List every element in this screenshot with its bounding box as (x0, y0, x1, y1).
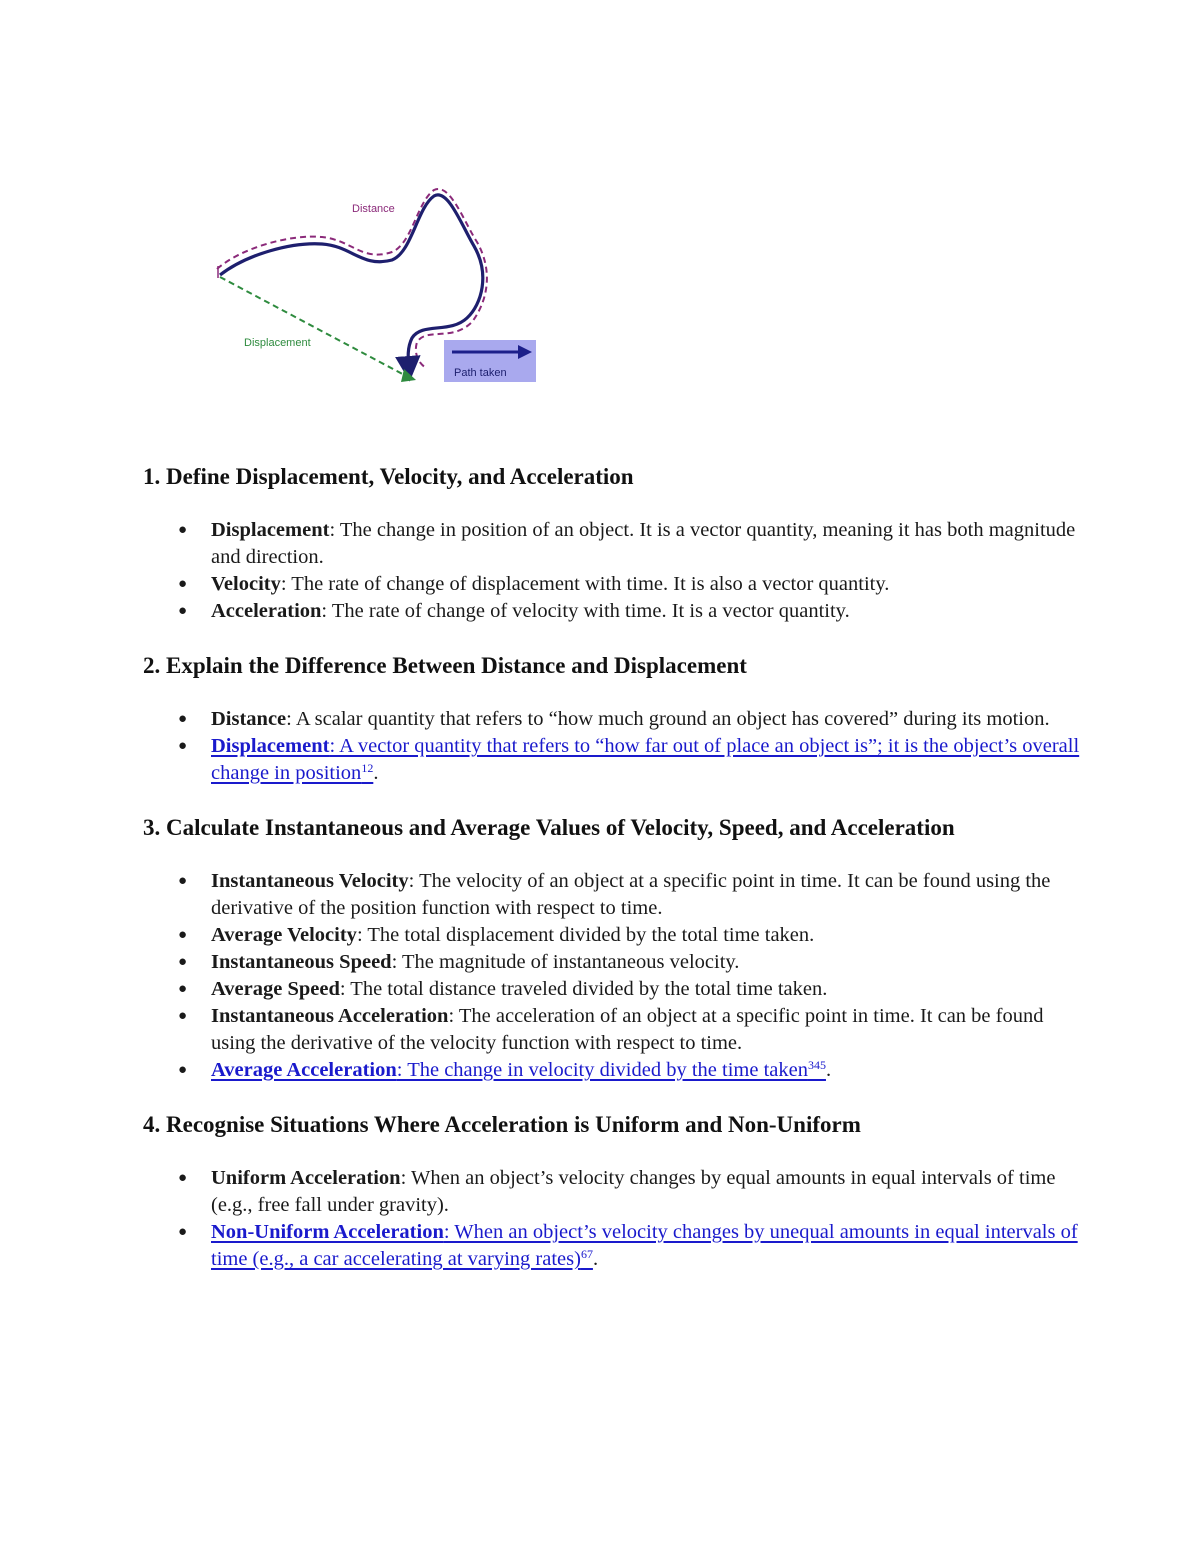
bullet-icon: ● (178, 981, 188, 997)
list-item (143, 571, 1083, 598)
list-item (143, 1165, 1083, 1219)
item-description: : The rate of change of displacement with time. It is also a vector quantity. (280, 573, 890, 595)
footnote-ref[interactable]: 345 (807, 1058, 826, 1072)
bullet-icon: ● (178, 711, 188, 727)
bullet-list (143, 706, 1083, 787)
item-description: : When an object’s velocity changes by equal amounts in equal intervals of time (e.g., free fall under gravity). (211, 1167, 1056, 1216)
item-term: Average Acceleration (211, 1059, 397, 1081)
bullet-icon: ● (178, 522, 188, 538)
list-item (143, 868, 1083, 922)
item-term: Average Velocity (211, 924, 357, 946)
citation-link[interactable] (211, 735, 1079, 784)
item-term: Velocity (211, 573, 281, 595)
item-description: : The total displacement divided by the total time taken. (356, 924, 815, 946)
section-heading: 3. Calculate Instantaneous and Average Values of Velocity, Speed, and Acceleration (143, 815, 955, 840)
item-text (211, 708, 1050, 730)
item-description: : The magnitude of instantaneous velocity. (391, 951, 740, 973)
list-item[interactable] (143, 1057, 1083, 1084)
list-item (143, 949, 1083, 976)
item-text (211, 519, 1075, 568)
item-description: : The change in velocity divided by the time taken (396, 1059, 808, 1081)
item-text (211, 870, 1050, 919)
distance-label: Distance (352, 203, 395, 215)
item-text (211, 978, 827, 1000)
list-item (143, 517, 1083, 571)
item-term: Instantaneous Speed (211, 951, 392, 973)
list-item[interactable] (143, 733, 1083, 787)
bullet-list (143, 517, 1083, 625)
item-text (211, 951, 739, 973)
item-description: : A scalar quantity that refers to “how much ground an object has covered” during its motion. (286, 708, 1050, 730)
item-text (211, 1005, 1043, 1054)
item-term: Instantaneous Acceleration (211, 1005, 449, 1027)
list-item (143, 706, 1083, 733)
footnote-ref[interactable]: 67 (580, 1247, 593, 1261)
bullet-icon: ● (178, 1170, 188, 1186)
bullet-icon: ● (178, 738, 188, 754)
list-item[interactable] (143, 1219, 1083, 1273)
footnote-ref[interactable]: 12 (361, 761, 374, 775)
legend-label: Path taken (454, 367, 507, 379)
bullet-icon: ● (178, 1062, 188, 1078)
item-term: Uniform Acceleration (211, 1167, 401, 1189)
item-term: Non-Uniform Acceleration (211, 1221, 444, 1243)
bullet-icon: ● (178, 927, 188, 943)
list-item (143, 598, 1083, 625)
citation-link[interactable] (211, 1221, 1078, 1270)
item-term: Displacement (211, 735, 330, 757)
section-heading: 2. Explain the Difference Between Distance and Displacement (143, 653, 747, 678)
item-description: : The acceleration of an object at a specific point in time. It can be found using the derivative of the velocity function with respect to time. (211, 1005, 1044, 1054)
item-description: : The total distance traveled divided by the total time taken. (339, 978, 828, 1000)
bullet-list (143, 868, 1083, 1084)
item-end-punctuation: . (592, 1248, 599, 1270)
bullet-icon: ● (178, 873, 188, 889)
citation-link[interactable] (211, 1059, 826, 1081)
document-body (143, 462, 1083, 1299)
list-item (143, 922, 1083, 949)
item-description: : The rate of change of velocity with time. It is a vector quantity. (321, 600, 850, 622)
item-end-punctuation: . (825, 1059, 832, 1081)
item-term: Instantaneous Velocity (211, 870, 409, 892)
section-heading: 1. Define Displacement, Velocity, and Acceleration (143, 464, 634, 489)
item-description: : When an object’s velocity changes by unequal amounts in equal intervals of time (e.g., a car accelerating at varying rates) (211, 1221, 1078, 1270)
bullet-icon: ● (178, 603, 188, 619)
item-description: : The change in position of an object. It is a vector quantity, meaning it has both magnitude and direction. (211, 519, 1076, 568)
displacement-dashed-line (220, 277, 410, 378)
item-text (211, 600, 850, 622)
item-term: Displacement (211, 519, 330, 541)
item-term: Acceleration (211, 600, 322, 622)
bullet-icon: ● (178, 1224, 188, 1240)
item-description: : A vector quantity that refers to “how far out of place an object is”; it is the object’s overall change in position (211, 735, 1080, 784)
item-text (211, 1167, 1055, 1216)
bullet-list (143, 1165, 1083, 1273)
section-heading: 4. Recognise Situations Where Acceleration is Uniform and Non-Uniform (143, 1112, 861, 1137)
item-term: Average Speed (211, 978, 340, 1000)
item-text (211, 573, 889, 595)
bullet-icon: ● (178, 954, 188, 970)
displacement-label: Displacement (244, 337, 311, 349)
list-item (143, 976, 1083, 1003)
list-item (143, 1003, 1083, 1057)
item-description: : The velocity of an object at a specific point in time. It can be found using the derivative of the position function with respect to time. (211, 870, 1051, 919)
item-text (211, 924, 814, 946)
bullet-icon: ● (178, 576, 188, 592)
item-end-punctuation: . (373, 762, 379, 784)
distance-displacement-diagram (212, 182, 542, 388)
item-term: Distance (211, 708, 287, 730)
bullet-icon: ● (178, 1008, 188, 1024)
